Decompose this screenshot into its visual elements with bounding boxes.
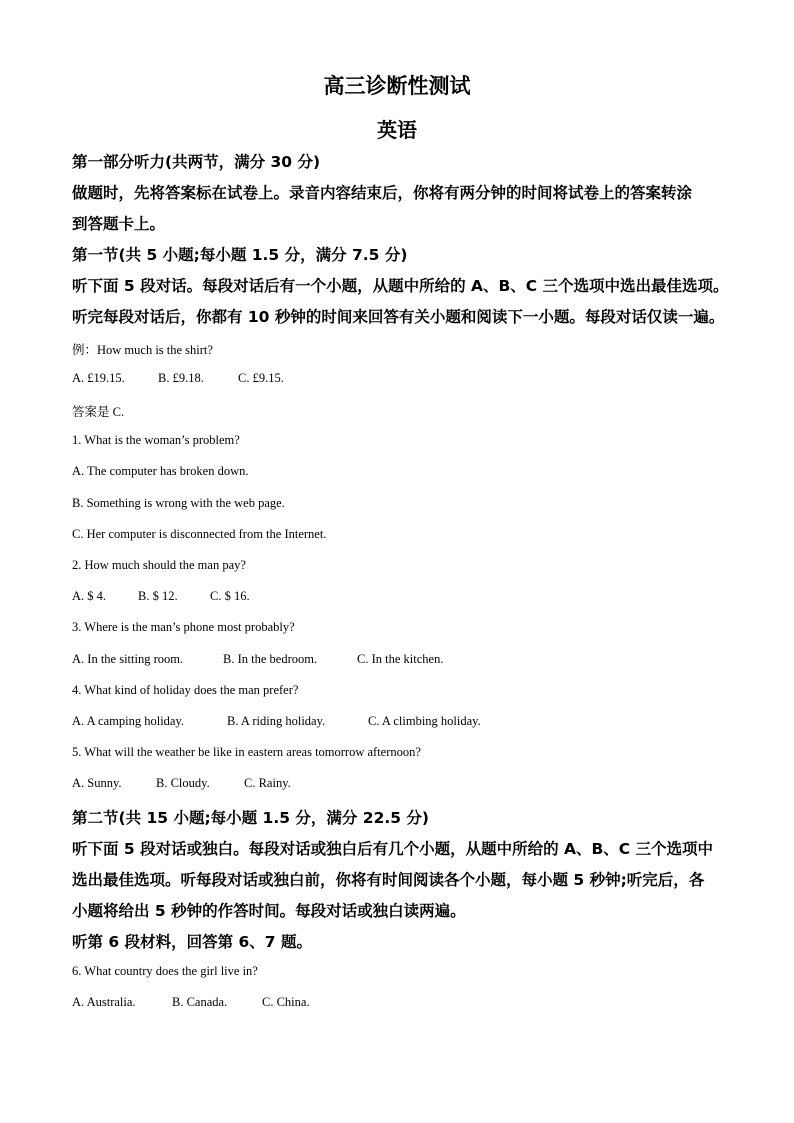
question-3: 3. Where is the man’s phone most probably? bbox=[72, 620, 295, 634]
option-c: C. Rainy. bbox=[244, 776, 291, 790]
q3-options bbox=[72, 652, 732, 667]
question-4: 4. What kind of holiday does the man prefer? bbox=[72, 683, 299, 697]
question-1: 1. What is the woman’s problem? bbox=[72, 433, 240, 447]
example-answer: 答案是 C. bbox=[72, 405, 125, 419]
option-c: C. In the kitchen. bbox=[357, 652, 444, 666]
option-b: B. Canada. bbox=[172, 995, 228, 1009]
section2-heading: 第二节(共 15 小题;每小题 1.5 分，满分 22.5 分) bbox=[72, 809, 430, 827]
option-a: A. Australia. bbox=[72, 995, 136, 1009]
option-a: A. A camping holiday. bbox=[72, 714, 185, 728]
option-b: B. $ 12. bbox=[138, 589, 178, 603]
section2-instruction-line3: 小题将给出 5 秒钟的作答时间。每段对话或独白读两遍。 bbox=[72, 902, 466, 920]
section2-instruction-line1: 听下面 5 段对话或独白。每段对话或独白后有几个小题，从题中所给的 A、B、C 三个选项中 bbox=[72, 840, 714, 858]
option-b: B. £9.18. bbox=[158, 371, 204, 385]
question-5: 5. What will the weather be like in eastern areas tomorrow afternoon? bbox=[72, 745, 421, 759]
subject-title: 英语 bbox=[377, 118, 417, 142]
q1-option-c: C. Her computer is disconnected from the Internet. bbox=[72, 527, 327, 541]
option-a: A. In the sitting room. bbox=[72, 652, 184, 666]
option-b: B. Cloudy. bbox=[156, 776, 210, 790]
part1-instruction-line2: 到答题卡上。 bbox=[72, 215, 166, 233]
part1-heading: 第一部分听力(共两节，满分 30 分) bbox=[72, 153, 321, 171]
section1-instruction-line1: 听下面 5 段对话。每段对话后有一个小题，从题中所给的 A、B、C 三个选项中选出最佳选项。 bbox=[72, 277, 729, 295]
option-c: C. China. bbox=[262, 995, 310, 1009]
q5-options bbox=[72, 776, 732, 791]
option-b: B. A riding holiday. bbox=[227, 714, 326, 728]
material-6-heading: 听第 6 段材料，回答第 6、7 题。 bbox=[72, 933, 312, 951]
q2-options bbox=[72, 589, 732, 604]
option-b: B. In the bedroom. bbox=[223, 652, 318, 666]
part1-instruction-line1: 做题时，先将答案标在试卷上。录音内容结束后，你将有两分钟的时间将试卷上的答案转涂 bbox=[72, 184, 693, 202]
option-a: A. $ 4. bbox=[72, 589, 107, 603]
section1-heading: 第一节(共 5 小题;每小题 1.5 分，满分 7.5 分) bbox=[72, 246, 408, 264]
q6-options bbox=[72, 995, 732, 1010]
q4-options bbox=[72, 714, 732, 729]
page-title: 高三诊断性测试 bbox=[323, 74, 471, 98]
q1-option-b: B. Something is wrong with the web page. bbox=[72, 496, 285, 510]
option-c: C. $ 16. bbox=[210, 589, 250, 603]
option-a: A. Sunny. bbox=[72, 776, 122, 790]
q1-option-a: A. The computer has broken down. bbox=[72, 464, 249, 478]
question-2: 2. How much should the man pay? bbox=[72, 558, 246, 572]
section1-instruction-line2: 听完每段对话后，你都有 10 秒钟的时间来回答有关小题和阅读下一小题。每段对话仅读一遍。 bbox=[72, 308, 725, 326]
example-options bbox=[72, 371, 732, 386]
option-c: C. A climbing holiday. bbox=[368, 714, 481, 728]
option-c: C. £9.15. bbox=[238, 371, 284, 385]
section2-instruction-line2: 选出最佳选项。听每段对话或独白前，你将有时间阅读各个小题，每小题 5 秒钟;听完后，各 bbox=[72, 871, 705, 889]
question-6: 6. What country does the girl live in? bbox=[72, 964, 258, 978]
example-question: 例：How much is the shirt? bbox=[72, 343, 213, 357]
option-a: A. £19.15. bbox=[72, 371, 125, 385]
